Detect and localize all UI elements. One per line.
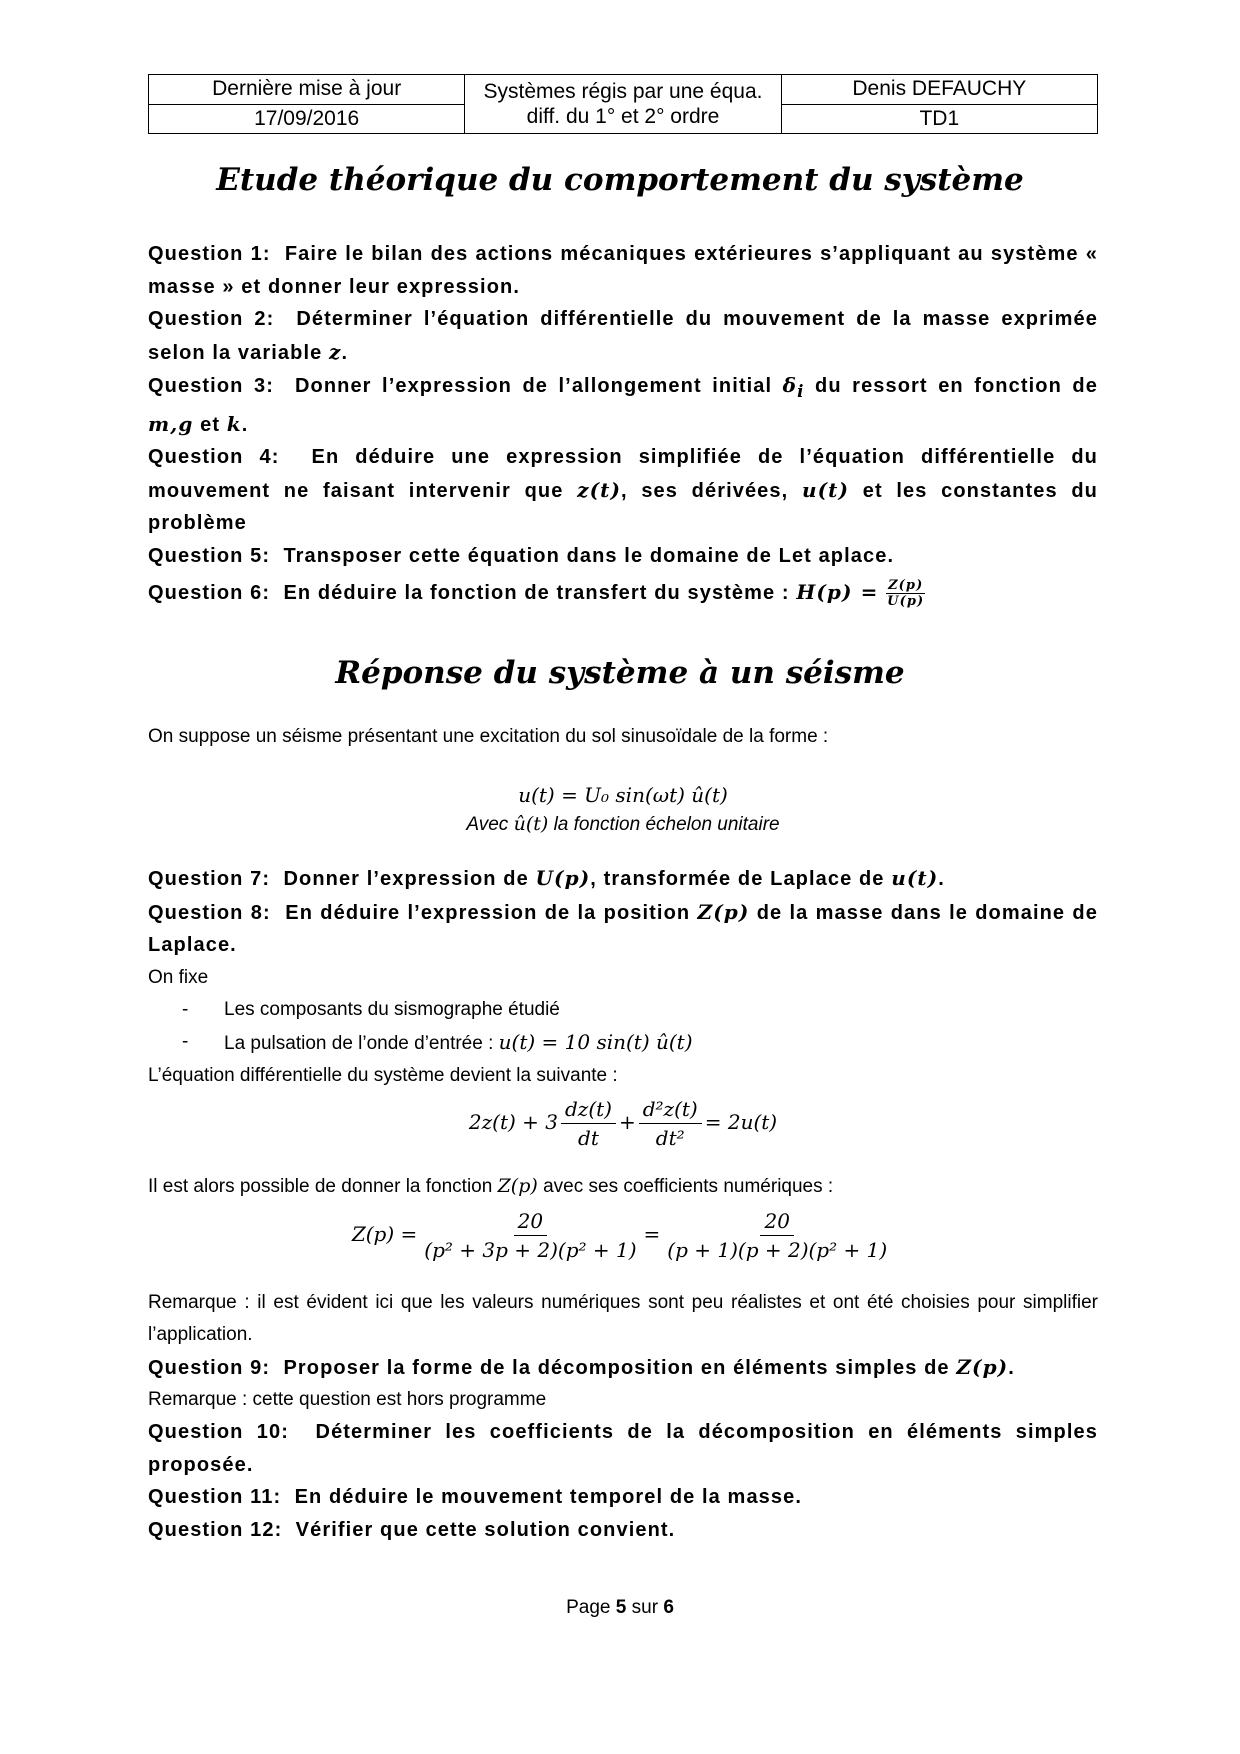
page-footer: Page 5 sur 6	[566, 1597, 674, 1618]
remark-2: Remarque : cette question est hors programme	[148, 1389, 547, 1410]
content	[148, 238, 1098, 1546]
question-4: Question 4: En déduire une expression simplifiée de l’équation différentielle du mouvement ne faisant intervenir que z(t), ses dérivées, u(t) et les constantes du problème	[148, 446, 1098, 534]
update-date: 17/09/2016	[149, 104, 465, 134]
remark-1: Remarque : il est évident ici que les valeurs numériques sont peu réalistes et ont été choisies pour simplifier l’application.	[148, 1291, 1098, 1345]
zp-equation: Z(p) = $\frac{20}{\text{(p² + 3p + 2)(p² + 1)}}$ = $\frac{20}{\text{(p + 1)(p + 2)(p² + 1)}}$	[351, 1208, 888, 1262]
last-update-label: Dernière mise à jour	[149, 75, 465, 105]
subject-line2: diff. du 1° et 2° ordre	[526, 105, 720, 128]
author: Denis DEFAUCHY	[781, 75, 1097, 105]
question-11: Question 11: En déduire le mouvement temporel de la masse.	[148, 1486, 802, 1508]
question-8: Question 8: En déduire l’expression de la position Z(p) de la masse dans le domaine de Laplace.	[148, 899, 1098, 956]
list-item: - Les composants du sismographe étudié	[182, 994, 1098, 1026]
parameter-list	[148, 994, 1098, 1060]
question-12: Question 12: Vérifier que cette solution convient.	[148, 1518, 676, 1541]
on-fixe: On fixe	[148, 966, 209, 988]
subject-cell	[465, 75, 781, 134]
subject-line1: Systèmes régis par une équa.	[483, 80, 763, 103]
transfer-fraction: $\frac{Z(p)}{U(p)}$	[887, 578, 925, 610]
question-5: Question 5: Transposer cette équation dans le domaine de Let aplace.	[148, 544, 895, 567]
differential-equation: 2z(t) + 3 $\frac{dz(t)}{dt}$ + $\frac{\text{d²z(t)}}{\text{dt²}}$ = 2u(t)	[468, 1096, 778, 1150]
td-label: TD1	[781, 104, 1097, 134]
zp-intro: Il est alors possible de donner la fonction Z(p) avec ses coefficients numériques :	[148, 1174, 834, 1197]
list-item: - La pulsation de l’onde d’entrée : u(t) = 10 sin(t) û(t)	[182, 1026, 1098, 1060]
question-6: Question 6: En déduire la fonction de transfert du système : H(p) = $\frac{Z(p)}{U(p)}$	[148, 578, 925, 610]
section1-title: Etude théorique du comportement du système	[216, 162, 1024, 198]
question-1: Question 1: Faire le bilan des actions mécaniques extérieures s’appliquant au système « masse » et donner leur expression.	[148, 243, 1098, 298]
equation-note: Avec û(t) la fonction échelon unitaire	[466, 813, 780, 835]
question-10: Question 10: Déterminer les coefficients de la décomposition en éléments simples proposée.	[148, 1421, 1098, 1476]
header-table	[148, 74, 1098, 134]
question-3: Question 3: Donner l’expression de l’allongement initial $\delta_i$ du ressort en fonction de m,g et k.	[148, 373, 1098, 436]
input-equation: u(t) = U₀ sin(ωt) û(t)	[518, 783, 728, 807]
question-2: Question 2: Déterminer l’équation différentielle du mouvement de la masse exprimée selon la variable z.	[148, 308, 1098, 364]
question-9: Question 9: Proposer la forme de la décomposition en éléments simples de Z(p).	[148, 1354, 1015, 1379]
diff-eq-intro: L’équation différentielle du système devient la suivante :	[148, 1064, 618, 1086]
question-7: Question 7: Donner l’expression de U(p), transformée de Laplace de u(t).	[148, 866, 945, 890]
section2-title: Réponse du système à un séisme	[335, 655, 905, 691]
intro-text: On suppose un séisme présentant une excitation du sol sinusoïdale de la forme :	[148, 726, 829, 747]
